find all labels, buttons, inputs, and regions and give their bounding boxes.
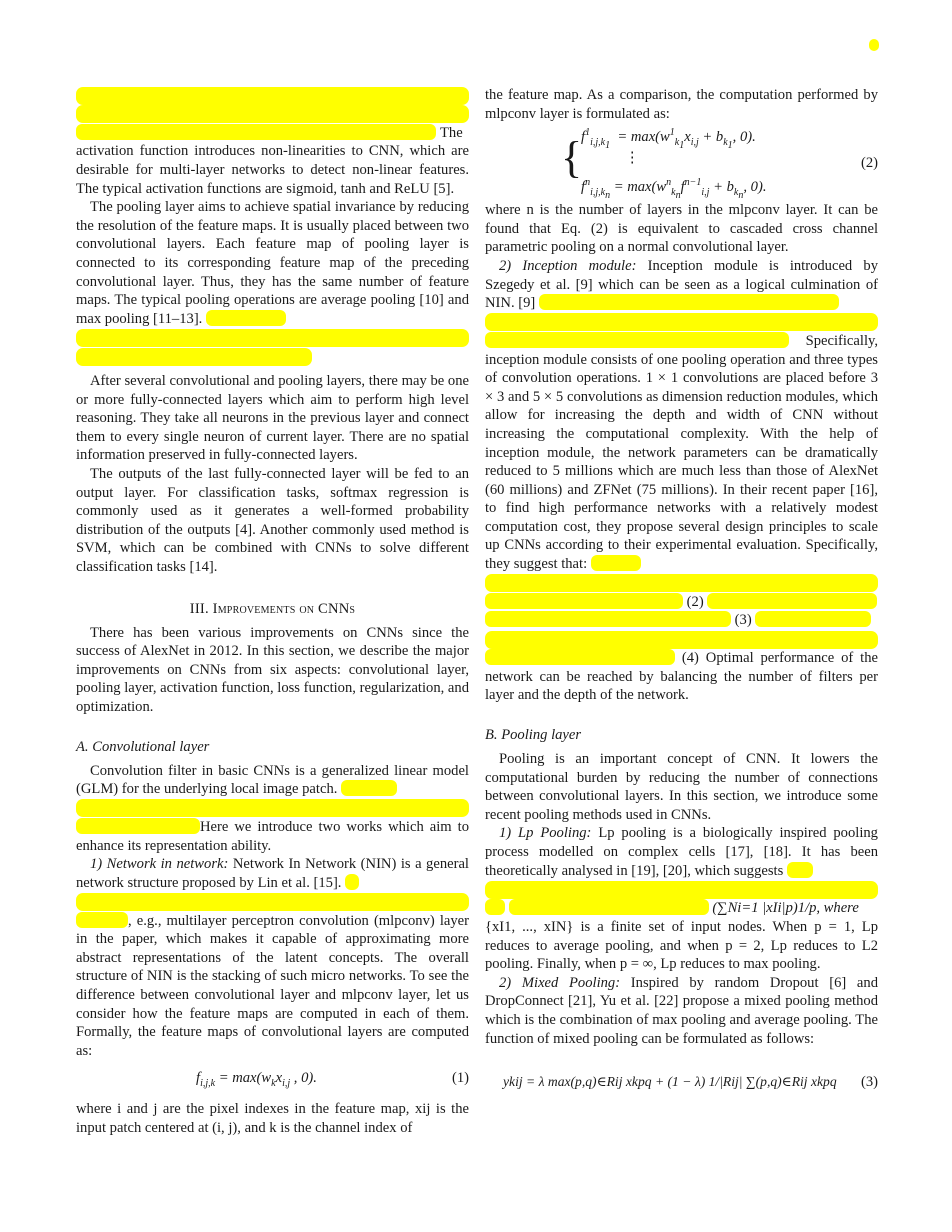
paragraph-activation: The activation function introduces non-linearities to CNN, which are desirable for multi-layer networks to detect non-linear features. The typical activation functions are sigmoid, tanh and ReLU [5]. — [76, 124, 469, 197]
highlight-redaction — [76, 799, 469, 817]
subsection-heading-convolutional: A. Convolutional layer — [76, 738, 210, 755]
equation-1: $f_{i,j,k} = \max(w_kx_{i,j}$ , 0). (1) — [196, 1070, 469, 1090]
highlight-redaction — [76, 105, 469, 123]
highlight-redaction — [76, 329, 469, 347]
highlight-redaction — [76, 87, 469, 105]
paragraph-output-layer: The outputs of the last fully-connected layer will be fed to an output layer. For classification tasks, softmax regression is commonly used as it generates a well-formed probability distribution of the outputs [4]. Another commonly used method is SVM, which can be combined with CNNs to solve different classification tasks [14]. — [76, 466, 469, 576]
left-column — [76, 86, 469, 1137]
paragraph-lp-continued: {xI1, ..., xIN} is a finite set of input nodes. When p = 1, Lp reduces to average pooling, and when p = 2, Lp reduces to L2 pooling. Finally, when p = ∞, Lp reduces to max pooling. — [485, 918, 878, 973]
paragraph-convolution-filter-end: Here we introduce two works which aim to enhance its representation ability. — [76, 818, 469, 854]
paragraph-nin: 1) Network in network: Network In Network (NIN) is a general network structure proposed by Lin et al. [15]. — [76, 856, 469, 891]
page-number-highlight — [869, 39, 879, 51]
paragraph-mlpconv: the feature map. As a comparison, the computation performed by mlpconv layer is formulated as: — [485, 87, 878, 122]
equation-2: { $f^1_{i,j,k_1} = \max(w^1_{k_1}x_{i,j} + b_{k_1}$, 0). ⋮ $f^n_{i,j,k_n} = \max(w^n_{k_n}f^{n-1}_{i,j} + b_{k_n}$, 0). (2) — [561, 127, 878, 201]
list-item-3: (3) — [485, 611, 878, 630]
section-heading-improvements: III. Improvements on CNNs — [189, 600, 356, 617]
paragraph-convolution-filter: Convolution filter in basic CNNs is a generalized linear model (GLM) for the underlying local image patch. — [76, 762, 469, 798]
list-item-2: (2) — [485, 593, 878, 612]
right-column — [485, 86, 878, 1106]
paragraph-eq1-explanation: where i and j are the pixel indexes in the feature map, xij is the input patch centered at (i, j), and k is the channel index of — [76, 1101, 469, 1136]
list-item-4: (4) Optimal performance of the network can be reached by balancing the number of filters per layer and the depth of the network. — [485, 650, 878, 704]
highlight-redaction — [76, 893, 469, 911]
subsection-heading-pooling: B. Pooling layer — [485, 727, 582, 743]
highlight-redaction — [485, 313, 878, 331]
paragraph-mixed-pooling: 2) Mixed Pooling: Inspired by random Dropout [6] and DropConnect [21], Yu et al. [22] propose a mixed pooling method which is the combination of max pooling and average pooling. The function of mixed pooling can be formulated as follows: — [485, 974, 878, 1047]
paragraph-mlpconv-explanation: where n is the number of layers in the mlpconv layer. It can be found that Eq. (2) is equivalent to cascaded cross channel parametric pooling on a normal convolutional layer. — [485, 202, 878, 256]
paragraph-inception: 2) Inception module: Inception module is introduced by Szegedy et al. [9] which can be seen as a logical culmination of NIN. [9] — [485, 257, 879, 312]
paragraph-fully-connected: After several convolutional and pooling layers, there may be one or more fully-connected layers which aim to perform high level reasoning. They take all neurons in the previous layer and connect them to every single neuron of current layer. There are no spatial information preserved in fully-connected layers. — [76, 373, 469, 464]
paragraph-nin-continued: , e.g., multilayer perceptron convolution (mlpconv) layer in the paper, which makes it capable of approximating more abstract representations of the latent concepts. The overall structure of NIN is the stacking of such micro networks. To see the difference between convolutional layer and mlpconv layer, let us consider how the feature maps are computed in each of them. Formally, the feature maps of convolutional layers are computed as: — [76, 912, 469, 1059]
paragraph-improvements: There has been various improvements on CNNs since the success of AlexNet in 2012. In this section, we describe the major improvements on CNNs from six aspects: convolutional layer, pooling layer, activation function, loss function, regularization, and optimization. — [76, 624, 469, 715]
paragraph-pooling-intro: The pooling layer aims to achieve spatial invariance by reducing the resolution of the feature maps. It is usually placed between two convolutional layers. Each feature map of pooling layer is connected to its corresponding feature map of the preceding convolutional layer. Thus, they has the same number of feature maps. The typical pooling operations are average pooling [10] and max pooling [11–13]. — [76, 199, 469, 327]
equation-3: ykij = λ max(p,q)∈Rij xkpq + (1 − λ) 1/|Rij| ∑(p,q)∈Rij xkpq (3) — [503, 1074, 878, 1091]
paragraph-pooling-concept: Pooling is an important concept of CNN. It lowers the computational burden by reducing the number of connections between convolutional layers. In this section, we introduce some recent pooling methods used in CNNs. — [485, 751, 878, 823]
highlight-redaction — [485, 631, 878, 649]
paragraph-lp-pooling: 1) Lp Pooling: Lp pooling is a biologically inspired pooling process modelled on complex cells [17], [18]. It has been theoretically analysed in [19], [20], which suggests — [485, 825, 878, 879]
paragraph-inception-continued: Specifically, inception module consists of one pooling operation and three types of convolution operations. 1 × 1 convolutions are placed before 3 × 3 and 5 × 5 convolutions as dimension reduction modules, which allow for increasing the depth and width of CNN without increasing the computational complexity. With the help of inception module, the network parameters can be dramatically reduced to 5 millions which are much less than those of AlexNet (60 millions) and ZFNet (75 millions). In their recent paper [16], to find high performance networks with a relatively modest computation cost, they propose several design principles to scale up CNNs according to their experimental evaluation. Specifically, they suggest that: — [485, 332, 878, 573]
highlight-redaction — [485, 574, 878, 592]
paragraph-lp-formula: (∑Ni=1 |xIi|p)1/p, where — [485, 899, 878, 918]
highlight-redaction — [485, 881, 878, 899]
highlight-redaction — [76, 348, 312, 366]
